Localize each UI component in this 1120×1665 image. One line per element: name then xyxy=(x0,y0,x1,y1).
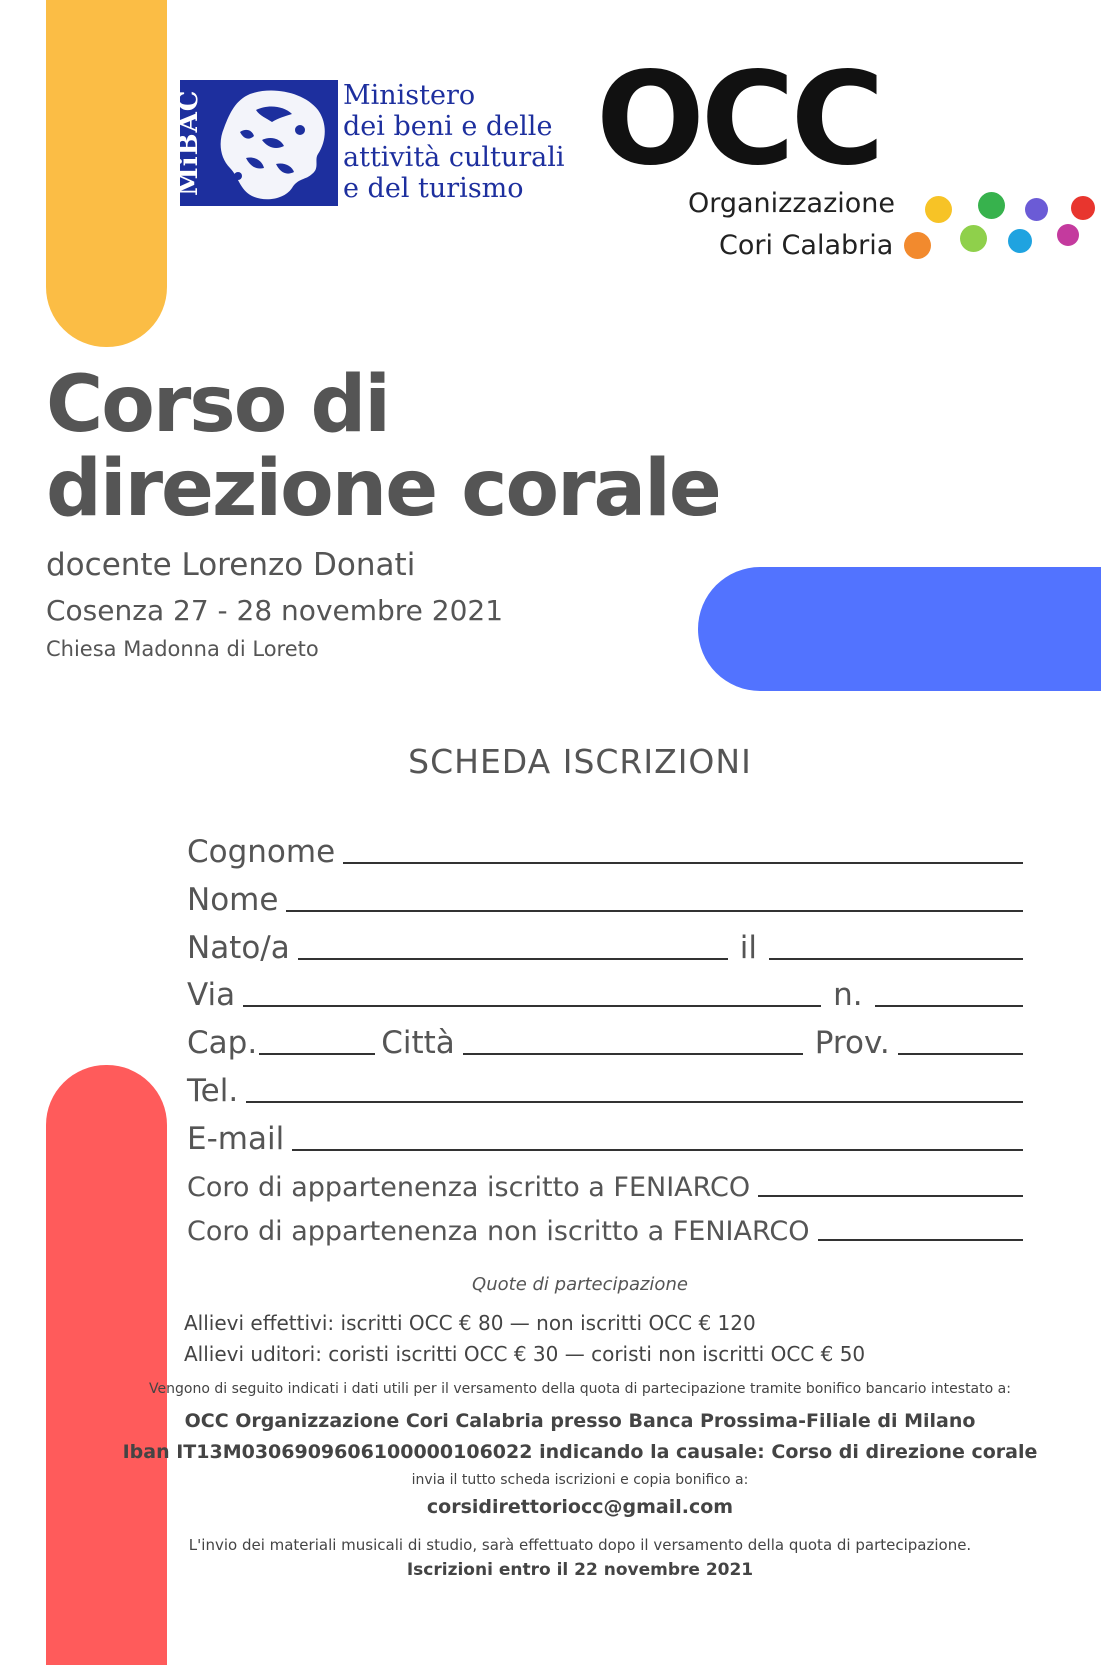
prov-field[interactable] xyxy=(898,1053,1023,1055)
citta-field[interactable] xyxy=(463,1053,803,1055)
mibac-wordmark: MiBAC xyxy=(174,89,204,197)
bank-details: OCC Organizzazione Cori Calabria presso Banca Prossima-Filiale di Milano xyxy=(184,1410,976,1432)
orange-dot xyxy=(904,232,931,259)
red-dot xyxy=(1071,196,1095,220)
birthdate-field[interactable] xyxy=(769,958,1023,960)
nome-row xyxy=(187,876,1023,918)
fees-uditori: Allievi uditori: coristi iscritti OCC € 30 — coristi non iscritti OCC € 50 xyxy=(184,1342,866,1366)
ministry-line: e del turismo xyxy=(343,173,524,204)
via-label: Via xyxy=(187,977,236,1013)
citta-label: Città xyxy=(381,1025,455,1061)
yellow-dot xyxy=(925,196,952,223)
email-row xyxy=(187,1115,1023,1157)
occ-logo: OCC xyxy=(596,45,881,194)
lime-dot xyxy=(960,225,987,252)
form-heading: SCHEDA ISCRIZIONI xyxy=(408,742,752,781)
teacher: docente Lorenzo Donati xyxy=(46,547,416,583)
blue-dot xyxy=(1008,229,1032,253)
number-label: n. xyxy=(833,977,863,1013)
nato-row xyxy=(187,924,1023,966)
coro-non-iscritto-field[interactable] xyxy=(818,1239,1024,1241)
contact-email-link[interactable]: corsidirettoriocc@gmail.com xyxy=(426,1496,734,1518)
ministry-line: Ministero xyxy=(343,80,476,111)
cognome-label: Cognome xyxy=(187,834,336,870)
tel-row xyxy=(187,1067,1023,1109)
email-label: E-mail xyxy=(187,1121,285,1157)
green-dot xyxy=(978,192,1005,219)
coro-iscritto-row xyxy=(187,1161,1023,1203)
fees-effettivi: Allievi effettivi: iscritti OCC € 80 — non iscritti OCC € 120 xyxy=(184,1311,756,1335)
coro-non-iscritto-label: Coro di appartenenza non iscritto a FENIARCO xyxy=(187,1216,810,1247)
payment-intro: Vengono di seguito indicati i dati utili per il versamento della quota di partecipazione tramite bonifico bancario intestato a: xyxy=(149,1381,1011,1397)
yellow-decoration xyxy=(46,0,167,347)
coro-non-iscritto-row xyxy=(187,1205,1023,1247)
nome-field[interactable] xyxy=(286,910,1023,912)
occ-subtitle-2: Cori Calabria xyxy=(719,230,894,261)
ministry-line: attività culturali xyxy=(343,142,565,173)
cap-row xyxy=(187,1019,1023,1061)
coro-iscritto-label: Coro di appartenenza iscritto a FENIARCO xyxy=(187,1172,751,1203)
cognome-row xyxy=(187,828,1023,870)
title-line: Corso di xyxy=(46,360,390,450)
birthplace-field[interactable] xyxy=(298,958,728,960)
venue: Chiesa Madonna di Loreto xyxy=(46,637,319,661)
nato-label: Nato/a xyxy=(187,930,290,966)
email-field[interactable] xyxy=(292,1149,1023,1151)
nome-label: Nome xyxy=(187,882,279,918)
via-row xyxy=(187,971,1023,1013)
coro-iscritto-field[interactable] xyxy=(758,1195,1023,1197)
send-instructions: invia il tutto scheda iscrizioni e copia bonifico a: xyxy=(411,1472,749,1488)
iban: Iban IT13M0306909606100000106022 indicando la causale: Corso di direzione corale xyxy=(122,1441,1038,1463)
cap-field[interactable] xyxy=(259,1053,375,1055)
il-label: il xyxy=(739,930,757,966)
tel-field[interactable] xyxy=(246,1101,1023,1103)
blue-decoration xyxy=(698,567,1101,691)
deadline: Iscrizioni entro il 22 novembre 2021 xyxy=(406,1560,754,1580)
tel-label: Tel. xyxy=(187,1073,239,1109)
prov-label: Prov. xyxy=(814,1025,890,1061)
purple-dot xyxy=(1025,198,1048,221)
date-place: Cosenza 27 - 28 novembre 2021 xyxy=(46,594,504,627)
occ-subtitle-1: Organizzazione xyxy=(688,188,895,219)
cap-label: Cap. xyxy=(187,1025,258,1061)
magenta-dot xyxy=(1057,224,1079,246)
cognome-field[interactable] xyxy=(343,862,1023,864)
ministry-line: dei beni e delle xyxy=(343,111,553,142)
materials-note: L'invio dei materiali musicali di studio, sarà effettuato dopo il versamento della quota di partecipazione. xyxy=(188,1536,972,1554)
page-title xyxy=(46,360,720,534)
number-field[interactable] xyxy=(875,1005,1023,1007)
ministry-name xyxy=(343,80,573,204)
fees-title: Quote di partecipazione xyxy=(472,1274,688,1295)
via-field[interactable] xyxy=(243,1005,821,1007)
title-line: direzione corale xyxy=(46,444,720,534)
